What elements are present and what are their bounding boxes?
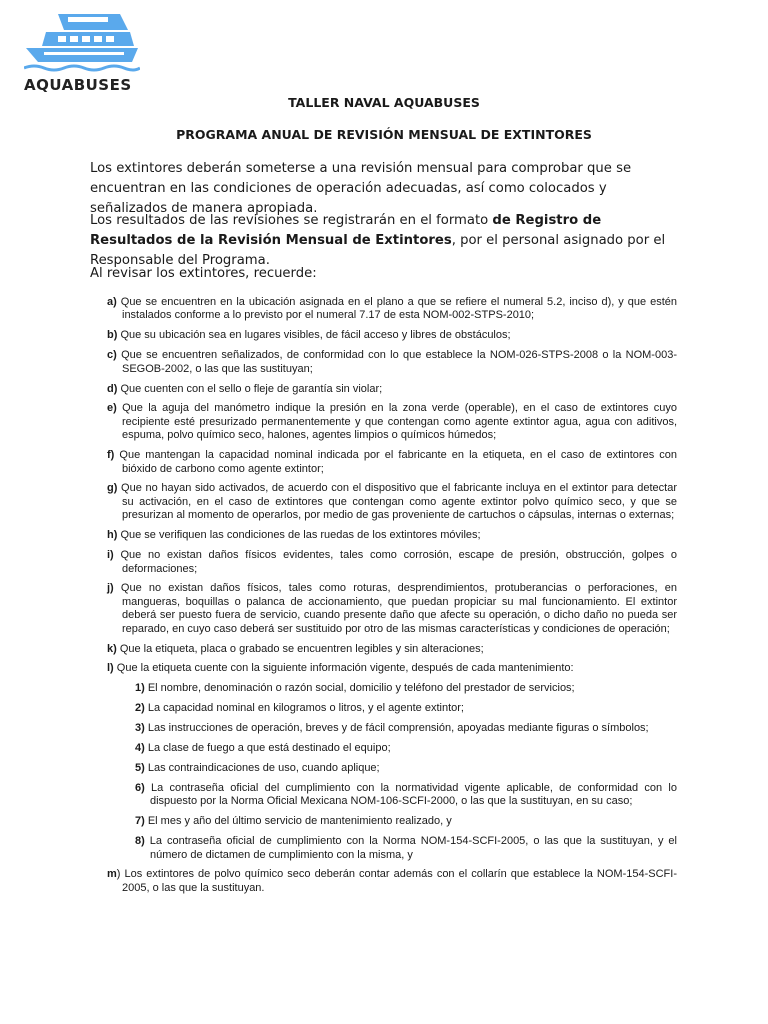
item-label: h) — [107, 529, 118, 542]
item-text: Que la aguja del manómetro indique la presión en la zona verde (operable), en el caso de extintores cuyo recipiente esté presurizado permanentemente y que contengan como agente extintor agua, agua con aditivos, espuma, polvo químico seco, halones, agentes limpios o químicos húmedos; — [116, 402, 677, 442]
subitem-text: Las contraindicaciones de uso, cuando aplique; — [144, 761, 380, 774]
subitem-text: La contraseña oficial de cumplimiento con la Norma NOM-154-SCFI-2005, o las que la sustituyan, y el número de dictamen de cumplimiento con la misma, y — [144, 835, 677, 861]
item-label: g) — [107, 482, 118, 495]
subitem-text: La clase de fuego a que está destinado el equipo; — [144, 742, 391, 755]
list-item — [107, 383, 677, 396]
subitem-text: Las instrucciones de operación, breves y de fácil comprensión, apoyadas mediante figuras o símbolos; — [144, 722, 649, 735]
list-item — [107, 582, 677, 636]
item-text: Que se verifiquen las condiciones de las ruedas de los extintores móviles; — [117, 529, 481, 542]
item-text: Que cuenten con el sello o fleje de garantía sin violar; — [117, 382, 383, 395]
item-label: c) — [107, 349, 117, 362]
list-item — [107, 549, 677, 576]
item-label: a) — [107, 296, 117, 308]
list-item — [107, 296, 677, 323]
company-logo — [22, 10, 142, 94]
boat-icon — [24, 10, 140, 76]
sub-list-item — [107, 682, 677, 695]
list-item — [107, 349, 677, 376]
list-item — [107, 868, 677, 895]
checklist — [107, 296, 677, 902]
item-text: Que la etiqueta cuente con la siguiente información vigente, después de cada mantenimiento: — [113, 662, 574, 675]
list-item — [107, 329, 677, 342]
subitem-text: La capacidad nominal en kilogramos o litros, y el agente extintor; — [144, 702, 464, 715]
item-label: b) — [107, 329, 118, 342]
item-text: Que no existan daños físicos evidentes, tales como corrosión, escape de presión, obstrucción, golpes o deformaciones; — [113, 549, 677, 575]
item-text: ) Los extintores de polvo químico seco deberán contar además con el collarín que establece la NOM-154-SCFI-2005, o las que la sustituyan. — [116, 868, 677, 894]
item-text: Que la etiqueta, placa o grabado se encuentren legibles y sin alteraciones; — [116, 642, 484, 655]
item-label: m — [107, 868, 117, 881]
item-text: Que no existan daños físicos, tales como roturas, desprendimientos, protuberancias o perforaciones, en mangueras, boquillas o palanca de accionamiento, que puedan propiciar su mal funcionamiento. El extintor deberá ser puesto fuera de servicio, cuando presente daño que afecte su operación, o dicho daño no pueda ser reparado, en cuyo caso deberá ser sustituido por otro de las mismas características y condiciones de operación; — [113, 582, 677, 635]
brand-name: AQUABUSES — [24, 76, 132, 94]
item-label: e) — [107, 402, 117, 415]
subitem-label: 1) — [135, 682, 145, 695]
subitem-label: 6) — [135, 781, 145, 794]
sub-list-item — [107, 762, 677, 775]
intro-paragraph: Los extintores deberán someterse a una revisión mensual para comprobar que se encuentran en las condiciones de operación adecuadas, así como colocados y señalizados de manera apropiada. — [90, 161, 632, 216]
list-item — [107, 662, 677, 675]
subitem-text: El nombre, denominación o razón social, domicilio y teléfono del prestador de servicios; — [144, 682, 575, 695]
item-label: d) — [107, 382, 118, 395]
list-item — [107, 529, 677, 542]
sub-list-item — [107, 815, 677, 828]
subitem-label: 4) — [135, 742, 145, 755]
subitem-label: 2) — [135, 702, 145, 715]
item-label: j) — [107, 582, 114, 595]
item-label: f) — [107, 449, 115, 462]
item-text: Que mantengan la capacidad nominal indicada por el fabricante en la etiqueta, en el caso de extintores con bióxido de carbono como agente extintor; — [114, 449, 677, 475]
subitem-label: 8) — [135, 835, 145, 848]
results-text-end: , por el personal asignado por el Responsable del Programa. — [90, 233, 666, 268]
list-item — [107, 482, 677, 522]
item-label: k) — [107, 642, 117, 655]
item-label: l) — [107, 662, 114, 675]
list-item — [107, 643, 677, 656]
results-text: Los resultados de las revisiones se registrarán en el formato — [90, 213, 493, 228]
list-item — [107, 402, 677, 442]
item-text: Que se encuentren en la ubicación asignada en el plano a que se refiere el numeral 5.2, inciso d), y que estén instalados conforme a lo previsto por el numeral 7.17 de esta NOM-002-STPS-2010; — [116, 296, 677, 322]
list-item — [107, 449, 677, 476]
subitem-label: 3) — [135, 722, 145, 735]
sub-list-item — [107, 702, 677, 715]
subitem-label: 7) — [135, 815, 145, 828]
subitem-text: El mes y año del último servicio de mantenimiento realizado, y — [144, 815, 452, 828]
reminder-paragraph: Al revisar los extintores, recuerde: — [90, 266, 317, 281]
document-heading: TALLER NAVAL AQUABUSES — [288, 95, 480, 110]
item-text: Que no hayan sido activados, de acuerdo con el dispositivo que el fabricante incluya en el extintor para detectar su activación, en el caso de extintores que contengan como agente extintor polvo químico seco, y que se presurizan al momento de operarlos, por medio de gas proveniente de cartuchos o cápsulas, internas o externas; — [117, 482, 677, 522]
form-name: de Registro de Resultados de la Revisión Mensual de Extintores — [90, 213, 602, 248]
sub-list-item — [107, 742, 677, 755]
subitem-text: La contraseña oficial del cumplimiento con la normatividad vigente aplicable, de conformidad con lo dispuesto por la Norma Oficial Mexicana NOM-106-SCFI-2000, o las que la sustituyan, en su caso; — [144, 781, 677, 808]
sub-list-item — [107, 722, 677, 735]
item-label: i) — [107, 549, 114, 562]
sub-list-item — [107, 835, 677, 862]
document-subheading: PROGRAMA ANUAL DE REVISIÓN MENSUAL DE EXTINTORES — [176, 127, 592, 142]
item-text: Que se encuentren señalizados, de conformidad con lo que establece la NOM-026-STPS-2008 o la NOM-003-SEGOB-2002, o las que las sustituyan; — [116, 349, 677, 375]
subitem-label: 5) — [135, 761, 145, 774]
results-paragraph — [90, 211, 680, 271]
sub-list-item — [107, 782, 677, 809]
item-text: Que su ubicación sea en lugares visibles, de fácil acceso y libres de obstáculos; — [117, 329, 511, 342]
